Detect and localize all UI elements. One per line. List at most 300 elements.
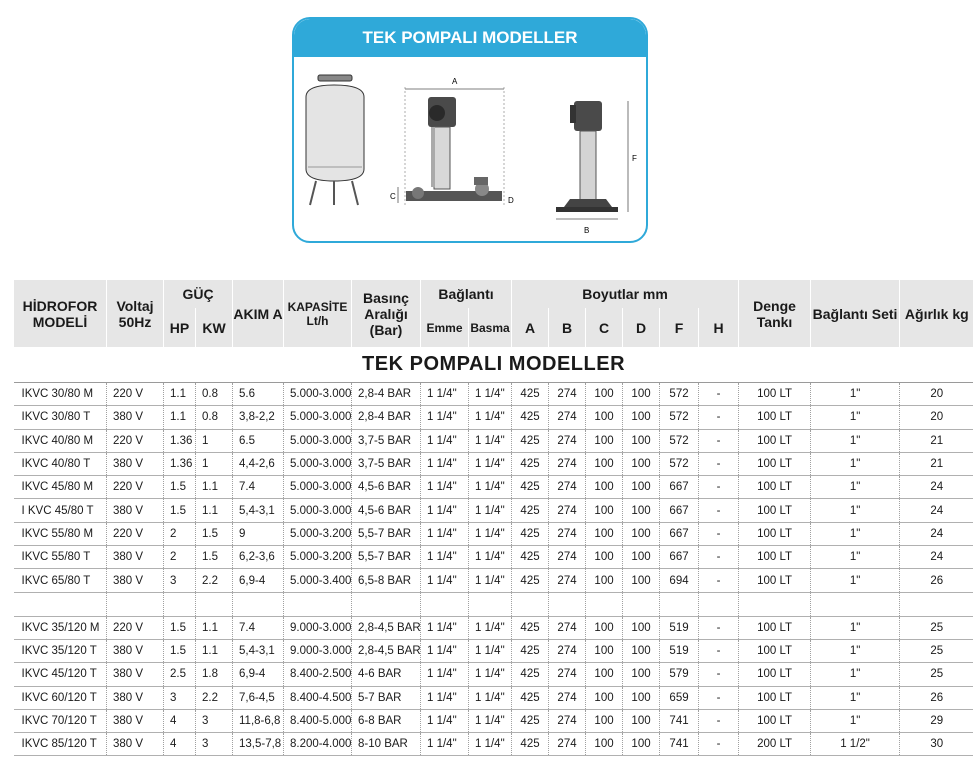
- table-cell: 425: [512, 383, 549, 406]
- table-row: [14, 383, 973, 406]
- table-cell: 380 V: [107, 733, 164, 756]
- table-cell: 1 1/4": [421, 406, 469, 429]
- table-cell: 6.5: [233, 429, 284, 452]
- table-cell: IKVC 30/80 T: [14, 406, 107, 429]
- label-a: A: [452, 77, 458, 86]
- table-cell: 1 1/4": [421, 499, 469, 522]
- table-cell: 5-7 BAR: [352, 686, 421, 709]
- col-dim-h: H: [699, 308, 739, 347]
- table-cell: 3,7-5 BAR: [352, 429, 421, 452]
- table-cell: 274: [549, 546, 586, 569]
- table-cell: IKVC 55/80 M: [14, 522, 107, 545]
- pump-diagram: [294, 57, 646, 243]
- table-cell: 1": [811, 499, 900, 522]
- section-title: TEK POMPALI MODELLER: [14, 347, 973, 383]
- col-akim: AKIM A: [233, 280, 284, 347]
- table-cell: 519: [660, 616, 699, 639]
- table-cell: 274: [549, 616, 586, 639]
- table-cell: 2,8-4,5 BAR: [352, 616, 421, 639]
- table-cell: -: [699, 546, 739, 569]
- table-cell: 1.1: [164, 383, 196, 406]
- table-cell: 9: [233, 522, 284, 545]
- table-cell: 100 LT: [739, 499, 811, 522]
- col-dim-d: D: [623, 308, 660, 347]
- table-cell: 1": [811, 452, 900, 475]
- table-cell: 8.200-4.000: [284, 733, 352, 756]
- table-cell: 1.1: [196, 499, 233, 522]
- table-cell: 5.000-3.000: [284, 499, 352, 522]
- table-cell: 4-6 BAR: [352, 663, 421, 686]
- table-cell: 25: [900, 663, 973, 686]
- table-cell: IKVC 85/120 T: [14, 733, 107, 756]
- table-cell: -: [699, 569, 739, 592]
- table-cell: 1 1/4": [421, 709, 469, 732]
- table-cell: 579: [660, 663, 699, 686]
- table-cell: 1 1/4": [469, 476, 512, 499]
- table-cell: 6,5-8 BAR: [352, 569, 421, 592]
- table-cell: 5.000-3.000: [284, 406, 352, 429]
- table-cell: 380 V: [107, 452, 164, 475]
- table-cell: 1": [811, 383, 900, 406]
- table-cell: 100: [586, 616, 623, 639]
- table-cell: 6-8 BAR: [352, 709, 421, 732]
- table-cell: 274: [549, 663, 586, 686]
- table-cell: 380 V: [107, 406, 164, 429]
- table-cell: 425: [512, 476, 549, 499]
- spacer-cell: [421, 592, 469, 616]
- table-row: [14, 476, 973, 499]
- spacer-cell: [811, 592, 900, 616]
- table-cell: 8.400-5.000: [284, 709, 352, 732]
- table-cell: -: [699, 452, 739, 475]
- table-cell: 274: [549, 476, 586, 499]
- table-cell: 741: [660, 709, 699, 732]
- table-row: [14, 639, 973, 662]
- table-cell: -: [699, 709, 739, 732]
- table-cell: 274: [549, 383, 586, 406]
- table-cell: 667: [660, 546, 699, 569]
- table-cell: 4,4-2,6: [233, 452, 284, 475]
- table-cell: 425: [512, 429, 549, 452]
- table-cell: 1 1/4": [469, 616, 512, 639]
- spacer-cell: [699, 592, 739, 616]
- table-cell: 5,5-7 BAR: [352, 522, 421, 545]
- table-cell: 425: [512, 686, 549, 709]
- spacer-cell: [586, 592, 623, 616]
- table-cell: 0.8: [196, 406, 233, 429]
- table-cell: -: [699, 663, 739, 686]
- table-cell: 9.000-3.000: [284, 616, 352, 639]
- table-cell: 5.000-3.200: [284, 522, 352, 545]
- table-cell: 1": [811, 429, 900, 452]
- table-cell: 1": [811, 709, 900, 732]
- col-dim-c: C: [586, 308, 623, 347]
- table-cell: 220 V: [107, 383, 164, 406]
- table-cell: -: [699, 429, 739, 452]
- table-cell: 100: [623, 452, 660, 475]
- table-cell: 5.000-3.000: [284, 383, 352, 406]
- table-cell: 1 1/2": [811, 733, 900, 756]
- table-row: [14, 522, 973, 545]
- table-cell: 100 LT: [739, 452, 811, 475]
- table-cell: 1 1/4": [469, 499, 512, 522]
- table-cell: 380 V: [107, 639, 164, 662]
- table-cell: 1 1/4": [469, 639, 512, 662]
- col-voltaj: Voltaj 50Hz: [107, 280, 164, 347]
- table-cell: 2,8-4 BAR: [352, 383, 421, 406]
- table-cell: 100: [623, 546, 660, 569]
- table-cell: 1.5: [196, 522, 233, 545]
- table-cell: 1": [811, 663, 900, 686]
- table-cell: 1.8: [196, 663, 233, 686]
- table-cell: 100 LT: [739, 406, 811, 429]
- table-cell: 1.5: [164, 616, 196, 639]
- table-cell: 3: [196, 709, 233, 732]
- table-cell: 2.5: [164, 663, 196, 686]
- table-cell: 1 1/4": [421, 663, 469, 686]
- table-cell: 100: [623, 639, 660, 662]
- table-cell: 380 V: [107, 686, 164, 709]
- table-cell: 100: [623, 383, 660, 406]
- col-kapasite: KAPASİTE Lt/h: [284, 280, 352, 347]
- table-cell: 2.2: [196, 686, 233, 709]
- table-cell: 1 1/4": [469, 709, 512, 732]
- col-model: HİDROFOR MODELİ: [14, 280, 107, 347]
- table-cell: 1 1/4": [421, 686, 469, 709]
- table-cell: 380 V: [107, 499, 164, 522]
- card-title: TEK POMPALI MODELLER: [294, 19, 646, 57]
- table-cell: 100: [586, 406, 623, 429]
- table-cell: 2: [164, 522, 196, 545]
- spacer-cell: [549, 592, 586, 616]
- table-cell: 1 1/4": [469, 663, 512, 686]
- col-agirlik: Ağırlık kg: [900, 280, 973, 347]
- table-cell: 1 1/4": [469, 733, 512, 756]
- col-dim-b: B: [549, 308, 586, 347]
- table-cell: 425: [512, 569, 549, 592]
- table-cell: 100 LT: [739, 639, 811, 662]
- table-cell: 1.36: [164, 429, 196, 452]
- table-cell: 7.4: [233, 616, 284, 639]
- table-cell: -: [699, 406, 739, 429]
- table-cell: 20: [900, 406, 973, 429]
- table-cell: 1 1/4": [469, 522, 512, 545]
- table-cell: 1 1/4": [421, 429, 469, 452]
- col-seti: Bağlantı Seti: [811, 280, 900, 347]
- table-cell: 220 V: [107, 616, 164, 639]
- table-cell: 100: [623, 406, 660, 429]
- table-cell: 1.5: [164, 476, 196, 499]
- table-cell: 1": [811, 569, 900, 592]
- table-cell: 425: [512, 546, 549, 569]
- table-cell: 100 LT: [739, 546, 811, 569]
- table-cell: 425: [512, 639, 549, 662]
- table-cell: -: [699, 499, 739, 522]
- table-cell: 7.4: [233, 476, 284, 499]
- spacer-cell: [107, 592, 164, 616]
- col-basinc: Basınç Aralığı (Bar): [352, 280, 421, 347]
- table-cell: 667: [660, 476, 699, 499]
- table-cell: 3: [164, 686, 196, 709]
- table-cell: 5.000-3.400: [284, 569, 352, 592]
- table-cell: 20: [900, 383, 973, 406]
- table-cell: 1": [811, 546, 900, 569]
- spacer-cell: [14, 592, 107, 616]
- table-cell: 24: [900, 499, 973, 522]
- table-cell: 5.6: [233, 383, 284, 406]
- table-cell: 425: [512, 663, 549, 686]
- table-cell: 5,5-7 BAR: [352, 546, 421, 569]
- table-cell: 2,8-4 BAR: [352, 406, 421, 429]
- table-cell: 3: [196, 733, 233, 756]
- table-cell: 4: [164, 709, 196, 732]
- table-cell: 1 1/4": [469, 569, 512, 592]
- table-row: [14, 406, 973, 429]
- table-row: [14, 452, 973, 475]
- table-cell: 1": [811, 522, 900, 545]
- table-row: [14, 499, 973, 522]
- table-cell: 100: [586, 499, 623, 522]
- table-cell: IKVC 40/80 T: [14, 452, 107, 475]
- table-cell: 3,7-5 BAR: [352, 452, 421, 475]
- table-cell: 1 1/4": [421, 452, 469, 475]
- table-cell: 9.000-3.000: [284, 639, 352, 662]
- table-cell: 100: [586, 639, 623, 662]
- table-row: [14, 709, 973, 732]
- table-cell: 274: [549, 522, 586, 545]
- col-hp: HP: [164, 308, 196, 347]
- table-cell: -: [699, 616, 739, 639]
- table-cell: 100: [623, 686, 660, 709]
- table-cell: -: [699, 522, 739, 545]
- table-cell: 100: [623, 616, 660, 639]
- table-cell: 1 1/4": [421, 569, 469, 592]
- table-cell: 274: [549, 569, 586, 592]
- table-cell: 667: [660, 499, 699, 522]
- table-cell: 100 LT: [739, 429, 811, 452]
- label-b: B: [584, 226, 590, 235]
- table-cell: 274: [549, 686, 586, 709]
- table-cell: -: [699, 383, 739, 406]
- table-cell: I KVC 45/80 T: [14, 499, 107, 522]
- table-cell: 100 LT: [739, 616, 811, 639]
- table-cell: 100: [586, 733, 623, 756]
- table-cell: 100: [623, 476, 660, 499]
- table-cell: 5,4-3,1: [233, 639, 284, 662]
- label-d: D: [508, 196, 514, 205]
- table-cell: 24: [900, 522, 973, 545]
- table-cell: 274: [549, 499, 586, 522]
- table-cell: 100 LT: [739, 709, 811, 732]
- table-cell: 100: [586, 686, 623, 709]
- table-cell: 1.1: [164, 406, 196, 429]
- table-cell: 1": [811, 686, 900, 709]
- table-row: [14, 733, 973, 756]
- table-cell: 100 LT: [739, 522, 811, 545]
- table-cell: 5.000-3.000: [284, 452, 352, 475]
- table-cell: 100: [586, 452, 623, 475]
- table-cell: IKVC 45/80 M: [14, 476, 107, 499]
- label-c: C: [390, 192, 396, 201]
- table-cell: 5.000-3.200: [284, 546, 352, 569]
- table-cell: -: [699, 639, 739, 662]
- table-cell: 1 1/4": [469, 383, 512, 406]
- col-dim-a: A: [512, 308, 549, 347]
- table-cell: 274: [549, 733, 586, 756]
- table-cell: 26: [900, 569, 973, 592]
- table-cell: 274: [549, 429, 586, 452]
- table-cell: 1.5: [164, 499, 196, 522]
- table-cell: 25: [900, 639, 973, 662]
- table-cell: 1 1/4": [469, 452, 512, 475]
- tank-drawing: [306, 75, 364, 205]
- table-cell: 100 LT: [739, 686, 811, 709]
- pump-side-drawing: [556, 101, 637, 235]
- table-cell: 100: [586, 476, 623, 499]
- table-cell: 274: [549, 452, 586, 475]
- table-cell: 6,9-4: [233, 663, 284, 686]
- table-cell: 4,5-6 BAR: [352, 476, 421, 499]
- spec-table: [13, 280, 973, 756]
- table-cell: 29: [900, 709, 973, 732]
- table-cell: 425: [512, 406, 549, 429]
- table-cell: -: [699, 733, 739, 756]
- table-cell: IKVC 65/80 T: [14, 569, 107, 592]
- table-cell: 380 V: [107, 709, 164, 732]
- table-cell: 425: [512, 733, 549, 756]
- table-cell: 1": [811, 639, 900, 662]
- spacer-cell: [469, 592, 512, 616]
- spacer-cell: [660, 592, 699, 616]
- table-cell: 3: [164, 569, 196, 592]
- table-cell: 741: [660, 733, 699, 756]
- table-cell: 100: [586, 569, 623, 592]
- table-cell: 1": [811, 476, 900, 499]
- table-cell: 100 LT: [739, 476, 811, 499]
- table-cell: -: [699, 476, 739, 499]
- table-cell: 2: [164, 546, 196, 569]
- table-cell: 572: [660, 383, 699, 406]
- table-cell: 7,6-4,5: [233, 686, 284, 709]
- table-cell: 1 1/4": [421, 476, 469, 499]
- table-cell: 572: [660, 406, 699, 429]
- col-baglanti: Bağlantı: [421, 280, 512, 308]
- col-emme: Emme: [421, 308, 469, 347]
- col-guc: GÜÇ: [164, 280, 233, 308]
- table-cell: 100 LT: [739, 663, 811, 686]
- spacer-row: [14, 592, 973, 616]
- table-cell: 572: [660, 429, 699, 452]
- table-cell: 5,4-3,1: [233, 499, 284, 522]
- table-cell: 26: [900, 686, 973, 709]
- table-cell: 1.1: [196, 616, 233, 639]
- table-cell: 1 1/4": [469, 546, 512, 569]
- spacer-cell: [512, 592, 549, 616]
- table-cell: 425: [512, 616, 549, 639]
- table-cell: IKVC 70/120 T: [14, 709, 107, 732]
- table-cell: 11,8-6,8: [233, 709, 284, 732]
- table-cell: 30: [900, 733, 973, 756]
- table-cell: 5.000-3.000: [284, 476, 352, 499]
- table-cell: 100: [586, 522, 623, 545]
- table-cell: 380 V: [107, 569, 164, 592]
- col-boyutlar: Boyutlar mm: [512, 280, 739, 308]
- col-kw: KW: [196, 308, 233, 347]
- table-cell: 21: [900, 452, 973, 475]
- spacer-cell: [164, 592, 196, 616]
- table-cell: 1 1/4": [421, 639, 469, 662]
- table-cell: 8.400-2.500: [284, 663, 352, 686]
- table-cell: 220 V: [107, 476, 164, 499]
- table-cell: 1.36: [164, 452, 196, 475]
- table-cell: IKVC 35/120 T: [14, 639, 107, 662]
- table-cell: 1.5: [196, 546, 233, 569]
- table-cell: 24: [900, 546, 973, 569]
- spacer-cell: [739, 592, 811, 616]
- table-cell: 220 V: [107, 522, 164, 545]
- table-cell: IKVC 30/80 M: [14, 383, 107, 406]
- table-row: [14, 663, 973, 686]
- table-cell: 667: [660, 522, 699, 545]
- table-cell: 1": [811, 616, 900, 639]
- pump-front-drawing: [390, 77, 514, 207]
- spacer-cell: [284, 592, 352, 616]
- table-cell: 3,8-2,2: [233, 406, 284, 429]
- table-cell: 13,5-7,8: [233, 733, 284, 756]
- table-cell: 519: [660, 639, 699, 662]
- section-title-row: [14, 347, 973, 383]
- table-cell: 1.1: [196, 476, 233, 499]
- table-cell: 425: [512, 452, 549, 475]
- header-row-top: [14, 280, 973, 308]
- table-cell: 1 1/4": [469, 686, 512, 709]
- table-cell: 8.400-4.500: [284, 686, 352, 709]
- table-row: [14, 546, 973, 569]
- table-cell: 4: [164, 733, 196, 756]
- table-cell: 274: [549, 406, 586, 429]
- table-cell: 100: [623, 522, 660, 545]
- table-cell: 100: [586, 663, 623, 686]
- table-cell: IKVC 40/80 M: [14, 429, 107, 452]
- table-cell: 425: [512, 709, 549, 732]
- table-cell: 1 1/4": [469, 429, 512, 452]
- table-cell: 274: [549, 709, 586, 732]
- product-card: [292, 17, 648, 243]
- table-cell: 200 LT: [739, 733, 811, 756]
- table-cell: IKVC 45/120 T: [14, 663, 107, 686]
- table-cell: 100: [623, 663, 660, 686]
- table-cell: 1": [811, 406, 900, 429]
- table-cell: 100: [623, 569, 660, 592]
- table-cell: 6,2-3,6: [233, 546, 284, 569]
- table-cell: 100: [586, 429, 623, 452]
- table-cell: 100: [586, 709, 623, 732]
- table-cell: 659: [660, 686, 699, 709]
- table-cell: 1: [196, 429, 233, 452]
- table-cell: 100: [623, 429, 660, 452]
- spacer-cell: [233, 592, 284, 616]
- table-cell: IKVC 60/120 T: [14, 686, 107, 709]
- table-cell: 1 1/4": [469, 406, 512, 429]
- table-cell: 572: [660, 452, 699, 475]
- table-row: [14, 429, 973, 452]
- table-cell: 1 1/4": [421, 546, 469, 569]
- table-cell: 220 V: [107, 429, 164, 452]
- table-cell: 25: [900, 616, 973, 639]
- table-cell: 100: [586, 546, 623, 569]
- table-cell: IKVC 55/80 T: [14, 546, 107, 569]
- table-cell: 1: [196, 452, 233, 475]
